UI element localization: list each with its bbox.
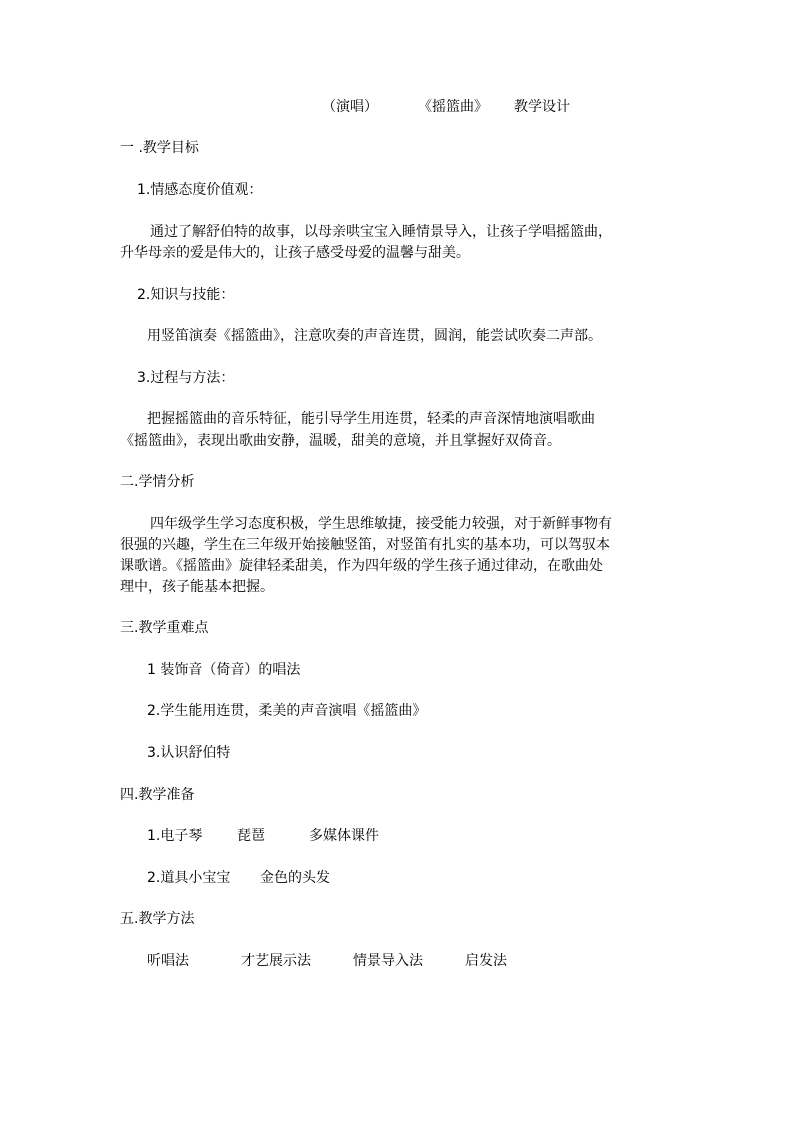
- key-point-item: 1 装饰音（倚音）的唱法: [147, 662, 301, 678]
- method-item: 才艺展示法: [241, 953, 311, 969]
- objective-text-line: 通过了解舒伯特的故事，以母亲哄宝宝入睡情景导入，让孩子学唱摇篮曲，: [150, 224, 612, 240]
- title-part-song: 《摇篮曲》: [418, 99, 488, 115]
- key-point-item: 3.认识舒伯特: [147, 745, 231, 761]
- preparation-item: 多媒体课件: [309, 828, 379, 844]
- method-item: 启发法: [465, 953, 507, 969]
- analysis-text-line: 四年级学生学习态度积极，学生思维敏捷，接受能力较强，对于新鲜事物有: [150, 516, 612, 532]
- objective-text-line: 《摇篮曲》，表现出歌曲安静，温暖，甜美的意境，并且掌握好双倚音。: [120, 433, 561, 449]
- preparation-item: 琵琶: [237, 828, 265, 844]
- objective-text-line: 升华母亲的爱是伟大的，让孩子感受母爱的温馨与甜美。: [120, 245, 470, 261]
- objective-text-line: 把握摇篮曲的音乐特征，能引导学生用连贯，轻柔的声音深情地演唱歌曲: [147, 411, 595, 427]
- analysis-text-line: 理中，孩子能基本把握。: [120, 579, 274, 595]
- objective-text-line: 用竖笛演奏《摇篮曲》，注意吹奏的声音连贯，圆润，能尝试吹奏二声部。: [147, 328, 602, 344]
- section-heading-objectives: 一 .教学目标: [120, 140, 199, 156]
- preparation-item: 1.电子琴: [147, 828, 203, 844]
- section-heading-key-points: 三.教学重难点: [120, 620, 209, 636]
- section-heading-analysis: 二.学情分析: [120, 474, 195, 490]
- section-heading-methods: 五.教学方法: [120, 911, 195, 927]
- objective-label-knowledge: 2.知识与技能：: [137, 287, 235, 303]
- method-item: 听唱法: [147, 953, 189, 969]
- section-heading-preparation: 四.教学准备: [120, 787, 195, 803]
- method-item: 情景导入法: [353, 953, 423, 969]
- objective-label-emotion: 1.情感态度价值观：: [137, 182, 263, 198]
- analysis-text-line: 课歌谱。《摇篮曲》旋律轻柔甜美，作为四年级的学生孩子通过律动，在歌曲处: [120, 558, 603, 574]
- title-part-design: 教学设计: [514, 99, 570, 115]
- key-point-item: 2.学生能用连贯，柔美的声音演唱《摇篮曲》: [147, 703, 427, 719]
- preparation-item: 金色的头发: [260, 870, 330, 886]
- analysis-text-line: 很强的兴趣，学生在三年级开始接触竖笛，对竖笛有扎实的基本功，可以驾驭本: [120, 537, 610, 553]
- title-part-performance: （演唱）: [322, 99, 378, 115]
- preparation-item: 2.道具小宝宝: [147, 870, 231, 886]
- document-title: [0, 97, 794, 117]
- objective-label-process: 3.过程与方法：: [137, 370, 235, 386]
